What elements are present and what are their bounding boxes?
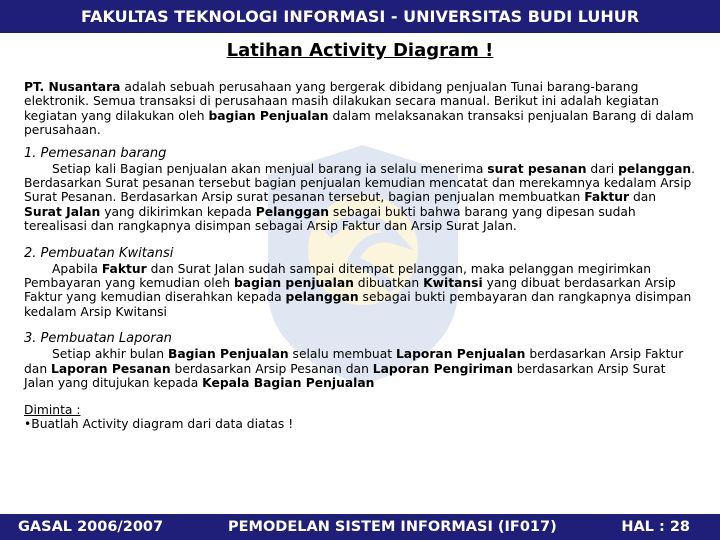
section-pemesanan xyxy=(24,146,696,234)
task-label: Diminta : xyxy=(24,402,81,417)
slide-title: Latihan Activity Diagram ! xyxy=(226,40,494,61)
footer-bar xyxy=(0,514,720,540)
header-bar xyxy=(0,0,720,33)
slide-content xyxy=(24,80,696,431)
section-title: 2. Pembuatan Kwitansi xyxy=(24,245,174,261)
section-body: Setiap akhir bulan Bagian Penjualan selalu membuat Laporan Penjualan berdasarkan Arsip Faktur dan Laporan Pesanan berdasarkan Arsip Pesanan dan Laporan Pengiriman berdasarkan Arsip Surat Jalan yang ditujukan kepada Kepala Bagian Penjualan xyxy=(24,347,684,391)
task-item: •Buatlah Activity diagram dari data diatas ! xyxy=(24,416,294,431)
intro-paragraph: PT. Nusantara adalah sebuah perusahaan yang bergerak dibidang penjualan Tunai barang-barang elektronik. Semua transaksi di perusahaan masih dilakukan secara manual. Berikut ini adalah kegiatan kegiatan yang dilakukan oleh bagian Penjualan dalam melaksanakan transaksi penjualan Barang di dalam perusahaan. xyxy=(24,80,694,138)
task-block xyxy=(24,403,696,432)
section-kwitansi xyxy=(24,246,696,320)
section-body: Apabila Faktur dan Surat Jalan sudah sampai ditempat pelanggan, maka pelanggan megirimkan Pembayaran yang kemudian oleh bagian penjualan dibuatkan Kwitansi yang dibuat berdasarkan Arsip Faktur yang kemudian diserahkan kepada pelanggan sebagai bukti pembayaran dan rangkapnya disimpan kedalam Arsip Kwitansi xyxy=(24,261,692,319)
section-title: 1. Pemesanan barang xyxy=(24,145,167,161)
header-title: FAKULTAS TEKNOLOGI INFORMASI - UNIVERSITAS BUDI LUHUR xyxy=(80,7,640,26)
section-body: Setiap kali Bagian penjualan akan menjual barang ia selalu menerima surat pesanan dari pelanggan. Berdasarkan Surat pesanan tersebut bagian penjualan kemudian mencatat dan merekamnya kedalam Arsip Surat Pesanan. Berdasarkan Arsip surat pesanan tersebut, bagian penjualan membuatkan Faktur dan Surat Jalan yang dikirimkan kepada Pelanggan sebagai bukti bahwa barang yang dipesan sudah terealisasi dan rangkapnya disimpan sebagai Arsip Faktur dan Arsip Surat Jalan. xyxy=(24,161,696,234)
footer-page-number: HAL : 28 xyxy=(621,519,690,535)
section-laporan xyxy=(24,331,696,390)
section-title: 3. Pembuatan Laporan xyxy=(24,331,172,347)
footer-semester: GASAL 2006/2007 xyxy=(18,519,164,535)
footer-course: PEMODELAN SISTEM INFORMASI (IF017) xyxy=(228,519,557,535)
